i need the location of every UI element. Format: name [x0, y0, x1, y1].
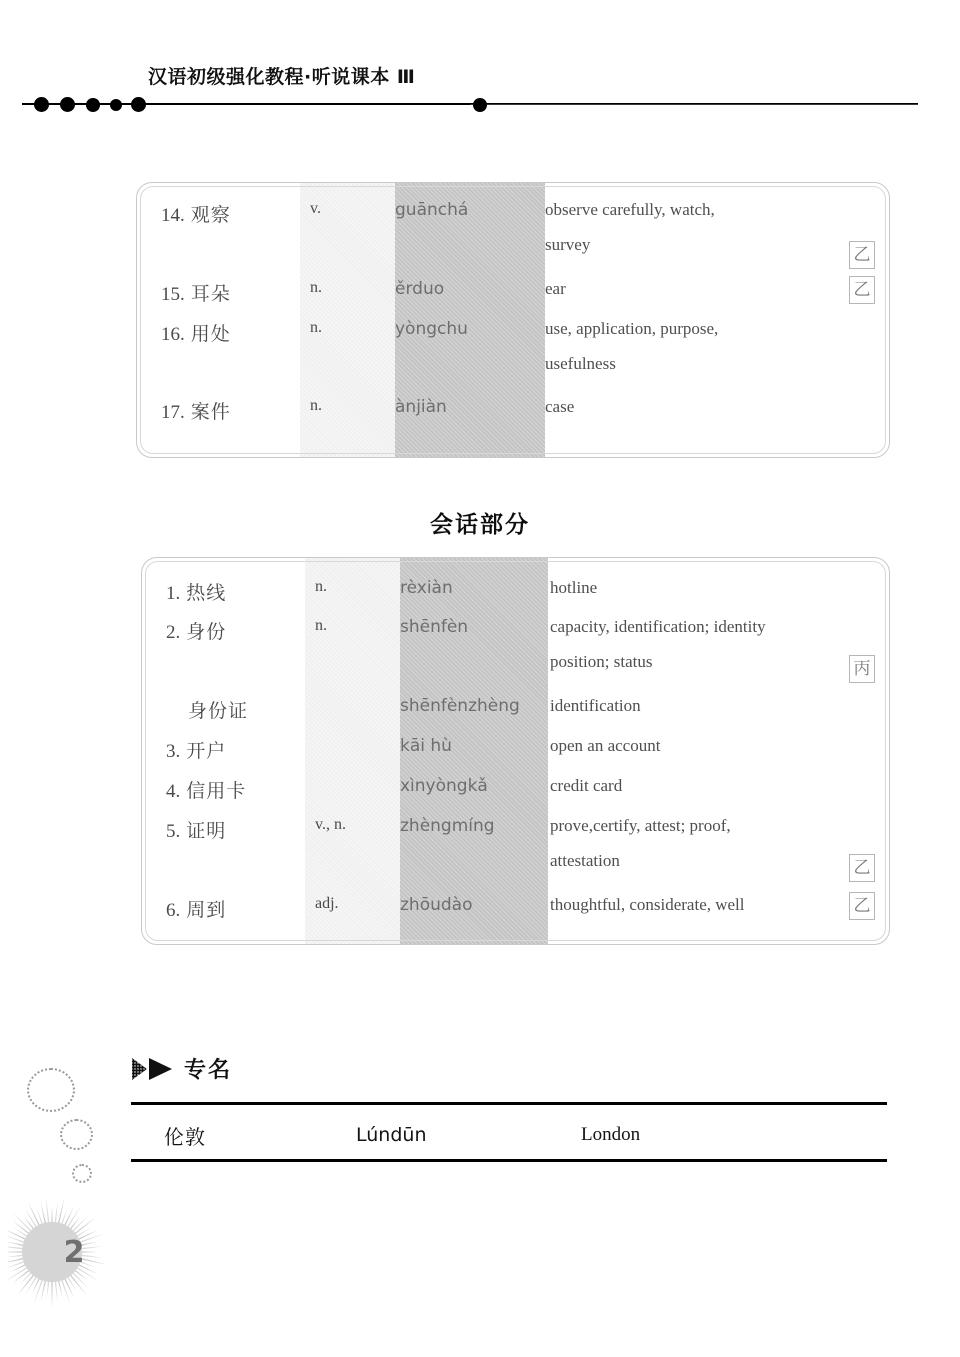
vocab-hanzi: 周到 [186, 899, 227, 921]
vocab-english: thoughtful, considerate, well [550, 895, 745, 914]
vocab-english: observe carefully, watch, [545, 200, 715, 219]
vocab-number: 5. [166, 821, 181, 842]
vocab-english: identification [550, 696, 641, 715]
header-dot-icon [131, 97, 146, 112]
vocab-number: 2. [166, 622, 181, 643]
double-triangle-icon [131, 1056, 175, 1082]
vocab-pinyin: shēnfènzhèng [400, 696, 520, 716]
vocab-english-cell [545, 319, 889, 374]
header-dot-icon [34, 97, 49, 112]
vocab-word-cell [142, 776, 305, 803]
level-badge: 丙 [849, 655, 875, 683]
vocab-word-cell [142, 895, 305, 922]
vocab-pos: adj. [315, 895, 339, 912]
vocab-english: prove,certify, attest; proof, [550, 816, 731, 835]
vocab-word-cell [137, 200, 300, 227]
vocab-english-cell [550, 776, 889, 796]
vocabulary-table [136, 182, 890, 458]
vocab-english-cell [550, 578, 889, 598]
vocab-pos: v., n. [315, 816, 346, 833]
vocab-english-cell [545, 200, 889, 255]
vocab-english-cell [550, 736, 889, 756]
table-row [137, 397, 889, 436]
vocab-pos: v. [310, 200, 321, 217]
vocab-english-cell [545, 397, 889, 417]
table-row [142, 696, 889, 736]
vocab-hanzi: 观察 [190, 204, 231, 226]
vocab-english: ear [545, 279, 566, 298]
vocab-english-continued: attestation [550, 851, 620, 870]
vocab-pos: n. [315, 578, 327, 595]
section-heading: 会话部分 [430, 512, 530, 538]
vocab-number: 16. [161, 324, 185, 345]
vocab-english: use, application, purpose, [545, 319, 719, 338]
vocab-number: 15. [161, 284, 185, 305]
decorative-circle [72, 1164, 92, 1183]
table-row [142, 617, 889, 696]
proper-noun-pinyin: Lúndūn [356, 1124, 427, 1146]
vocab-number: 1. [166, 583, 181, 604]
vocab-word-cell [137, 319, 300, 346]
decorative-circle [60, 1119, 93, 1150]
vocab-english: open an account [550, 736, 661, 755]
vocab-pinyin: rèxiàn [400, 578, 453, 598]
vocab-rows [137, 183, 889, 436]
vocab-hanzi: 信用卡 [186, 780, 247, 802]
vocab-word-cell [142, 617, 305, 644]
vocab-english: case [545, 397, 575, 416]
header-dot-icon [60, 97, 75, 112]
vocab-number: 6. [166, 900, 181, 921]
vocab-word-cell [142, 578, 305, 605]
vocab-number: 17. [161, 402, 185, 423]
vocab-pos: n. [315, 617, 327, 634]
vocab-hanzi: 身份 [186, 621, 227, 643]
vocab-number: 14. [161, 205, 185, 226]
vocab-english-cell [550, 696, 889, 716]
vocab-english-cell [550, 816, 889, 871]
proper-noun-row [131, 1112, 887, 1158]
vocab-english: capacity, identification; identity [550, 617, 766, 636]
proper-nouns-rule-bottom [131, 1159, 887, 1162]
vocab-hanzi: 身份证 [188, 700, 249, 722]
vocab-pos: n. [310, 279, 322, 296]
level-badge: 乙 [849, 854, 875, 882]
level-badge: 乙 [849, 892, 875, 920]
decorative-circle [27, 1068, 75, 1112]
proper-noun-english: London [581, 1124, 641, 1145]
vocab-pos: n. [310, 319, 322, 336]
vocab-hanzi: 耳朵 [190, 283, 231, 305]
table-row [137, 279, 889, 319]
vocab-word-cell [142, 696, 305, 723]
table-row [142, 736, 889, 776]
vocab-pinyin: ànjiàn [395, 397, 447, 417]
vocab-hanzi: 热线 [186, 582, 227, 604]
conversation-rows [142, 558, 889, 934]
vocab-pinyin: yòngchu [395, 319, 468, 339]
vocab-pos: n. [310, 397, 322, 414]
vocab-pinyin: kāi hù [400, 736, 452, 756]
vocab-hanzi: 开户 [186, 740, 227, 762]
vocab-english-continued: position; status [550, 652, 653, 671]
proper-nouns-title: 专名 [184, 1058, 233, 1083]
vocab-english-cell [550, 617, 889, 672]
vocab-word-cell [137, 279, 300, 306]
vocab-hanzi: 证明 [186, 820, 227, 842]
vocab-english: credit card [550, 776, 623, 795]
vocab-number: 4. [166, 781, 181, 802]
proper-nouns-rule-top [131, 1102, 887, 1105]
level-badge: 乙 [849, 241, 875, 269]
vocab-word-cell [142, 736, 305, 763]
vocab-pinyin: ěrduo [395, 279, 445, 299]
vocab-hanzi: 用处 [190, 323, 231, 345]
conversation-vocabulary-table [141, 557, 890, 945]
proper-nouns-header [131, 1053, 232, 1084]
proper-noun-hanzi: 伦敦 [164, 1124, 206, 1149]
level-badge: 乙 [849, 276, 875, 304]
header-dot-icon [473, 98, 487, 112]
table-row [142, 578, 889, 617]
vocab-pinyin: zhèngmíng [400, 816, 495, 836]
table-row [137, 200, 889, 279]
table-row [137, 319, 889, 397]
page-header [0, 0, 960, 130]
vocab-english: hotline [550, 578, 598, 597]
vocab-word-cell [142, 816, 305, 843]
vocab-hanzi: 案件 [190, 401, 231, 423]
vocab-english-continued: usefulness [545, 354, 616, 373]
vocab-pinyin: shēnfèn [400, 617, 469, 637]
vocab-number: 3. [166, 741, 181, 762]
header-dot-icon [86, 98, 100, 112]
vocab-pinyin: xìnyòngkǎ [400, 776, 488, 796]
vocab-english-continued: survey [545, 235, 591, 254]
table-row [142, 816, 889, 895]
header-dot-icon [110, 99, 122, 111]
vocab-word-cell [137, 397, 300, 424]
page-title: 汉语初级强化教程·听说课本 Ⅲ [148, 66, 416, 88]
vocab-english-cell [545, 279, 889, 299]
table-row [142, 776, 889, 816]
vocab-pinyin: guānchá [395, 200, 469, 220]
header-rule-thin [470, 104, 918, 105]
table-row [142, 895, 889, 934]
vocab-pinyin: zhōudào [400, 895, 473, 915]
page-number: 2 [63, 1234, 85, 1270]
vocab-english-cell [550, 895, 889, 915]
